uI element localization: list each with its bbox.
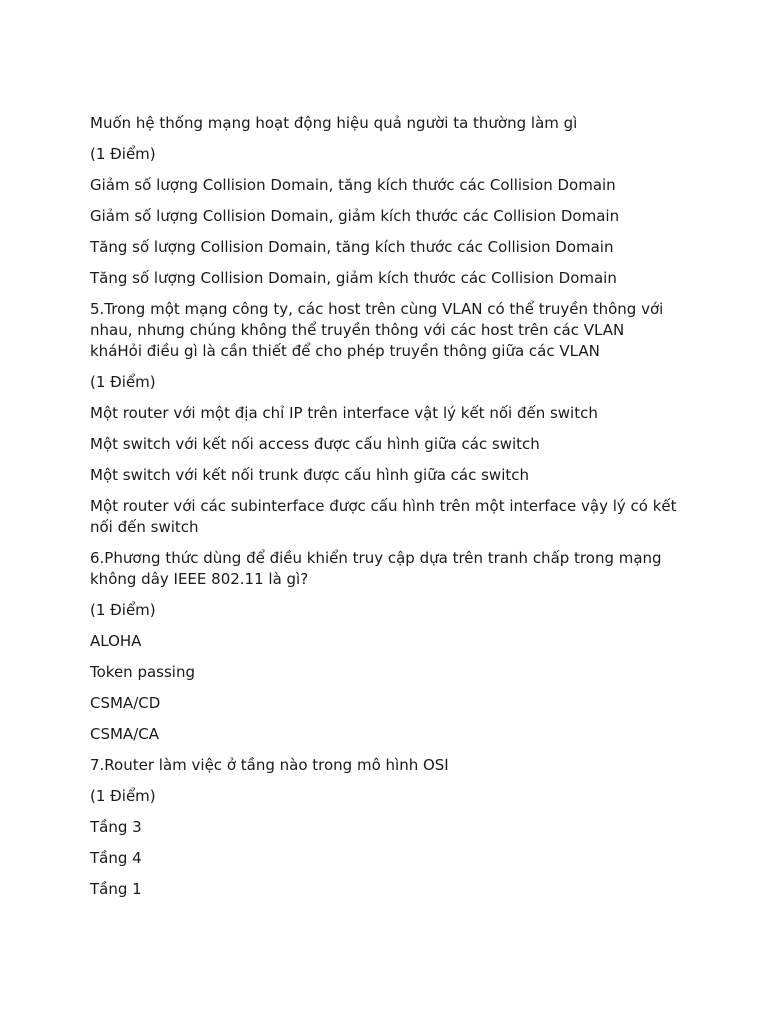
answer-option: Tầng 4 [90,849,142,867]
answer-option: Giảm số lượng Collision Domain, tăng kích thước các Collision Domain [90,176,616,194]
question-text: 7.Router làm việc ở tầng nào trong mô hình OSI [90,756,449,774]
question-text: 6.Phương thức dùng để điều khiển truy cập dựa trên tranh chấp trong mạng không dây IEEE 802.11 là gì? [90,549,662,588]
answer-option: Tầng 3 [90,818,142,836]
answer-option: Tầng 1 [90,880,142,898]
answer-option: Giảm số lượng Collision Domain, giảm kích thước các Collision Domain [90,207,620,225]
points-label: (1 Điểm) [90,145,156,163]
answer-option: ALOHA [90,632,142,650]
answer-option: CSMA/CA [90,725,159,743]
answer-option: Một switch với kết nối trunk được cấu hình giữa các switch [90,466,529,484]
answer-option: CSMA/CD [90,694,161,712]
document-page [90,113,680,910]
points-label: (1 Điểm) [90,601,156,619]
question-text: Muốn hệ thống mạng hoạt động hiệu quả người ta thường làm gì [90,114,578,132]
question-text: 5.Trong một mạng công ty, các host trên cùng VLAN có thể truyền thông với nhau, nhưng chúng không thể truyền thông với các host trên các VLAN kháHỏi điều gì là cần thiết để cho phép truyền thông giữa các VLAN [90,300,664,360]
answer-option: Một router với một địa chỉ IP trên interface vật lý kết nối đến switch [90,404,598,422]
answer-option: Token passing [90,663,195,681]
answer-option: Một router với các subinterface được cấu hình trên một interface vậy lý có kết nối đến switch [90,497,677,536]
answer-option: Tăng số lượng Collision Domain, tăng kích thước các Collision Domain [90,238,614,256]
points-label: (1 Điểm) [90,787,156,805]
answer-option: Một switch với kết nối access được cấu hình giữa các switch [90,435,540,453]
points-label: (1 Điểm) [90,373,156,391]
answer-option: Tăng số lượng Collision Domain, giảm kích thước các Collision Domain [90,269,617,287]
